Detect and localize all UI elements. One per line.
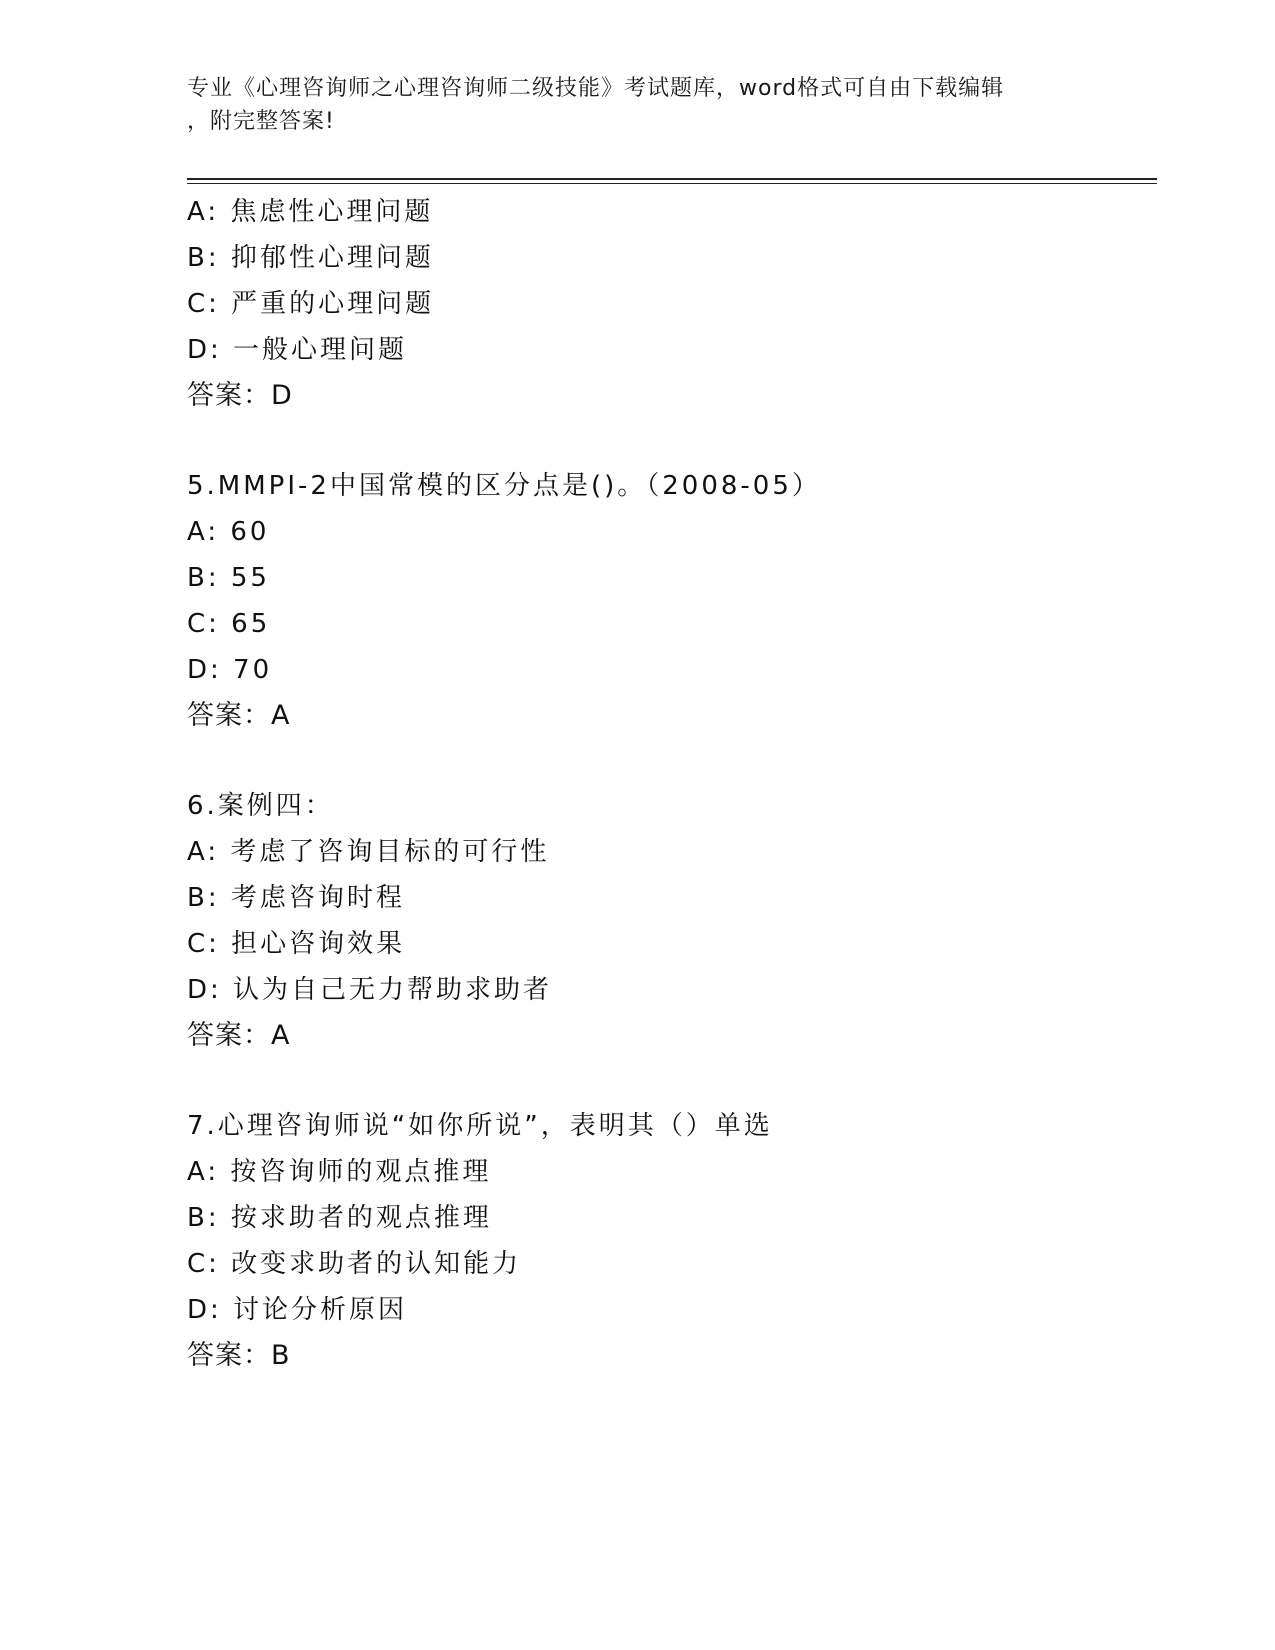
option-d: D: 一般心理问题 xyxy=(187,335,408,365)
option-a: A: 按咨询师的观点推理 xyxy=(187,1157,492,1187)
option-b: B: 55 xyxy=(187,563,270,593)
option-a: A: 焦虑性心理问题 xyxy=(187,197,434,227)
option-a: A: 60 xyxy=(187,517,270,547)
question-list xyxy=(187,189,1157,1379)
question-4-block xyxy=(187,189,1157,419)
option-a: A: 考虑了咨询目标的可行性 xyxy=(187,837,550,867)
option-c: C: 65 xyxy=(187,609,271,639)
spacer xyxy=(187,419,1157,463)
answer-label: 答案：A xyxy=(187,1020,291,1051)
question-text: 6.案例四： xyxy=(187,791,334,821)
option-c: C: 严重的心理问题 xyxy=(187,289,435,319)
option-b: B: 按求助者的观点推理 xyxy=(187,1203,492,1233)
option-c: C: 改变求助者的认知能力 xyxy=(187,1249,522,1279)
option-d: D: 认为自己无力帮助求助者 xyxy=(187,975,553,1005)
header-line-1: 专业《心理咨询师之心理咨询师二级技能》考试题库，word格式可自由下载编辑 xyxy=(187,76,1005,101)
question-text: 7.心理咨询师说“如你所说”，表明其（）单选 xyxy=(187,1111,773,1141)
option-c: C: 担心咨询效果 xyxy=(187,929,406,959)
spacer xyxy=(187,1059,1157,1103)
answer-label: 答案：B xyxy=(187,1340,291,1371)
question-7-block xyxy=(187,1103,1157,1379)
spacer xyxy=(187,739,1157,783)
option-b: B: 抑郁性心理问题 xyxy=(187,243,434,273)
header-divider-thin xyxy=(187,183,1157,184)
option-b: B: 考虑咨询时程 xyxy=(187,883,405,913)
header-line-2: ，附完整答案! xyxy=(187,109,335,134)
header-divider-thick xyxy=(187,178,1157,180)
option-d: D: 70 xyxy=(187,655,273,685)
question-6-block xyxy=(187,783,1157,1059)
question-text: 5.MMPI-2中国常模的区分点是()。（2008-05） xyxy=(187,471,821,501)
document-header xyxy=(187,72,1067,138)
question-5-block xyxy=(187,463,1157,739)
option-d: D: 讨论分析原因 xyxy=(187,1295,408,1325)
answer-label: 答案：D xyxy=(187,380,293,411)
answer-label: 答案：A xyxy=(187,700,291,731)
